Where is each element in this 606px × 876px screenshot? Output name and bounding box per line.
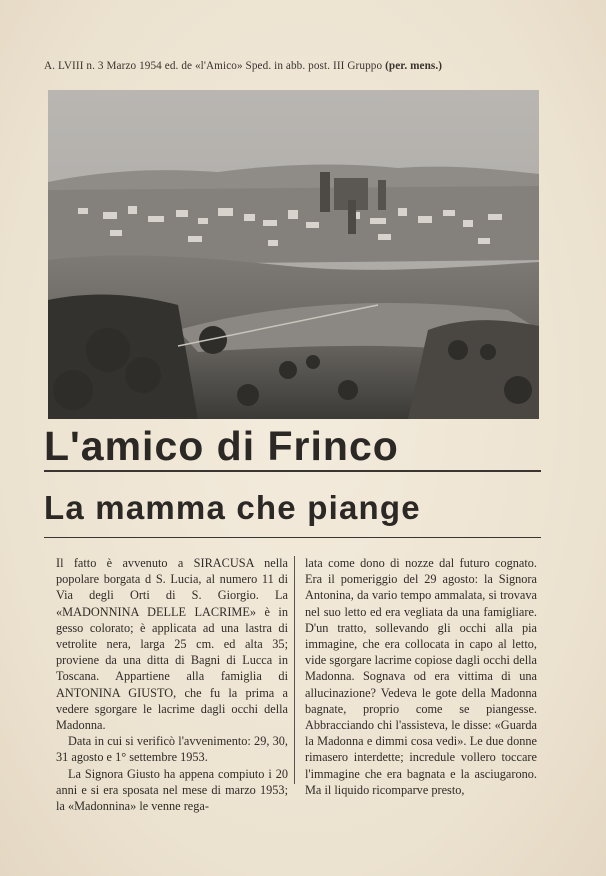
periodicity-note: (per. mens.) [385, 60, 443, 72]
paragraph: lata come dono di nozze dal futuro cognato. Era il pomeriggio del 29 agosto: la Signora Antonina, da vario tempo ammalata, si trovava nel suo letto ed era vegliata da una famigliare. D'un tratto, sollevando gli occhi alla pia immagine, che era collocata in capo al letto, vide sgorgare lacrime copiose dagli occhi della Madonna. Sognava od era vittima di una allucinazione? Vedeva le gote della Madonna bagnate, proprio come se piangesse. Abbracciando chi l'assisteva, le disse: «Guarda la Madonna e dimmi cosa vedi». Le due donne rimasero interdette; incredule vollero toccare l'immagine che era bagnata e la asciugarono. Ma il liquido ricomparve presto, [305, 556, 537, 797]
masthead-rule [44, 470, 541, 472]
landscape-photo [48, 90, 539, 419]
publication-header [44, 60, 544, 72]
issue-line: A. LVIII n. 3 Marzo 1954 ed. de «l'Amico» Sped. in abb. post. III Gruppo [44, 60, 383, 72]
column-divider [294, 556, 295, 784]
paragraph: Il fatto è avvenuto a SIRACUSA nella popolare borgata d S. Lucia, al numero 11 di Via degli Orti di S. Giorgio. La «MADONNINA DELLE LACRIME» è in gesso colorato; è applicata ad una lastra di vetrolite nera, larga 25 cm. ed alta 35; proviene da una ditta di Bagni di Lucca in Toscana. Appartiene alla famiglia di ANTONINA GIUSTO, che fu la prima a vedere sgorgare le lacrime dagli occhi della Madonna. [56, 556, 288, 733]
headline-rule [44, 537, 541, 538]
article-headline: La mamma che piange [44, 489, 421, 526]
masthead-title: L'amico di Frinco [44, 423, 399, 469]
article-column-right [305, 555, 537, 798]
article-column-left [56, 555, 288, 814]
paragraph: La Signora Giusto ha appena compiuto i 20 anni e si era sposata nel mese di marzo 1953; la «Madonnina» le venne rega- [56, 766, 288, 814]
paragraph: Data in cui si verificò l'avvenimento: 29, 30, 31 agosto e 1° settembre 1953. [56, 734, 288, 765]
